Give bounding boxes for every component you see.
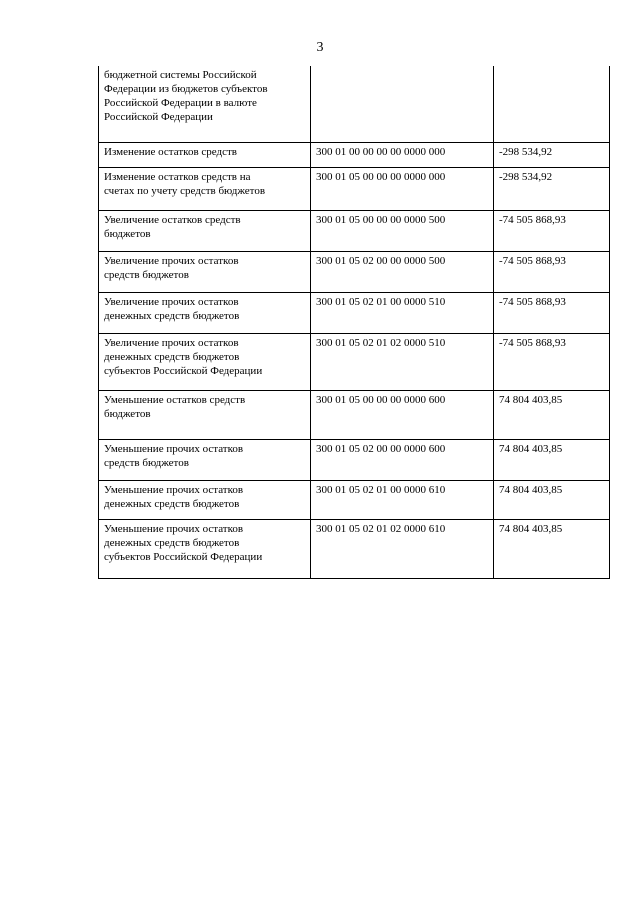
row-amount-cell: -74 505 868,93 xyxy=(494,292,610,333)
row-name-cell: Изменение остатков средств xyxy=(99,142,311,167)
row-amount-cell: 74 804 403,85 xyxy=(494,439,610,480)
row-amount-cell: 74 804 403,85 xyxy=(494,390,610,439)
table-row xyxy=(99,439,610,480)
table-row xyxy=(99,390,610,439)
row-name-cell: бюджетной системы Российской Федерации из бюджетов субъектов Российской Федерации в валюте Российской Федерации xyxy=(99,66,311,142)
table-row xyxy=(99,167,610,210)
row-name-cell: Увеличение прочих остатков денежных средств бюджетов xyxy=(99,292,311,333)
table-row xyxy=(99,333,610,390)
row-amount-cell: -74 505 868,93 xyxy=(494,251,610,292)
row-code-cell xyxy=(311,66,494,142)
table-row xyxy=(99,142,610,167)
row-name-cell: Увеличение прочих остатков денежных средств бюджетов субъектов Российской Федерации xyxy=(99,333,311,390)
row-code-cell: 300 01 05 00 00 00 0000 000 xyxy=(311,167,494,210)
row-name-cell: Изменение остатков средств на счетах по учету средств бюджетов xyxy=(99,167,311,210)
row-amount-cell xyxy=(494,66,610,142)
row-code-cell: 300 01 05 02 01 02 0000 610 xyxy=(311,519,494,578)
table-row xyxy=(99,292,610,333)
row-amount-cell: 74 804 403,85 xyxy=(494,519,610,578)
row-amount-cell: 74 804 403,85 xyxy=(494,480,610,519)
row-code-cell: 300 01 05 02 01 00 0000 610 xyxy=(311,480,494,519)
row-code-cell: 300 01 05 02 00 00 0000 600 xyxy=(311,439,494,480)
row-code-cell: 300 01 05 02 01 02 0000 510 xyxy=(311,333,494,390)
row-amount-cell: -74 505 868,93 xyxy=(494,333,610,390)
table-row xyxy=(99,66,610,142)
row-code-cell: 300 01 05 02 00 00 0000 500 xyxy=(311,251,494,292)
row-amount-cell: -298 534,92 xyxy=(494,142,610,167)
row-name-cell: Уменьшение прочих остатков средств бюджетов xyxy=(99,439,311,480)
row-code-cell: 300 01 05 02 01 00 0000 510 xyxy=(311,292,494,333)
row-code-cell: 300 01 00 00 00 00 0000 000 xyxy=(311,142,494,167)
row-name-cell: Увеличение прочих остатков средств бюджетов xyxy=(99,251,311,292)
row-name-cell: Уменьшение прочих остатков денежных средств бюджетов xyxy=(99,480,311,519)
row-name-cell: Уменьшение прочих остатков денежных средств бюджетов субъектов Российской Федерации xyxy=(99,519,311,578)
table-row xyxy=(99,519,610,578)
row-name-cell: Уменьшение остатков средств бюджетов xyxy=(99,390,311,439)
table-row xyxy=(99,210,610,251)
budget-sources-table xyxy=(98,66,610,579)
row-amount-cell: -74 505 868,93 xyxy=(494,210,610,251)
table-row xyxy=(99,480,610,519)
row-code-cell: 300 01 05 00 00 00 0000 600 xyxy=(311,390,494,439)
row-amount-cell: -298 534,92 xyxy=(494,167,610,210)
page-number: 3 xyxy=(316,40,324,55)
row-code-cell: 300 01 05 00 00 00 0000 500 xyxy=(311,210,494,251)
table-row xyxy=(99,251,610,292)
row-name-cell: Увеличение остатков средств бюджетов xyxy=(99,210,311,251)
